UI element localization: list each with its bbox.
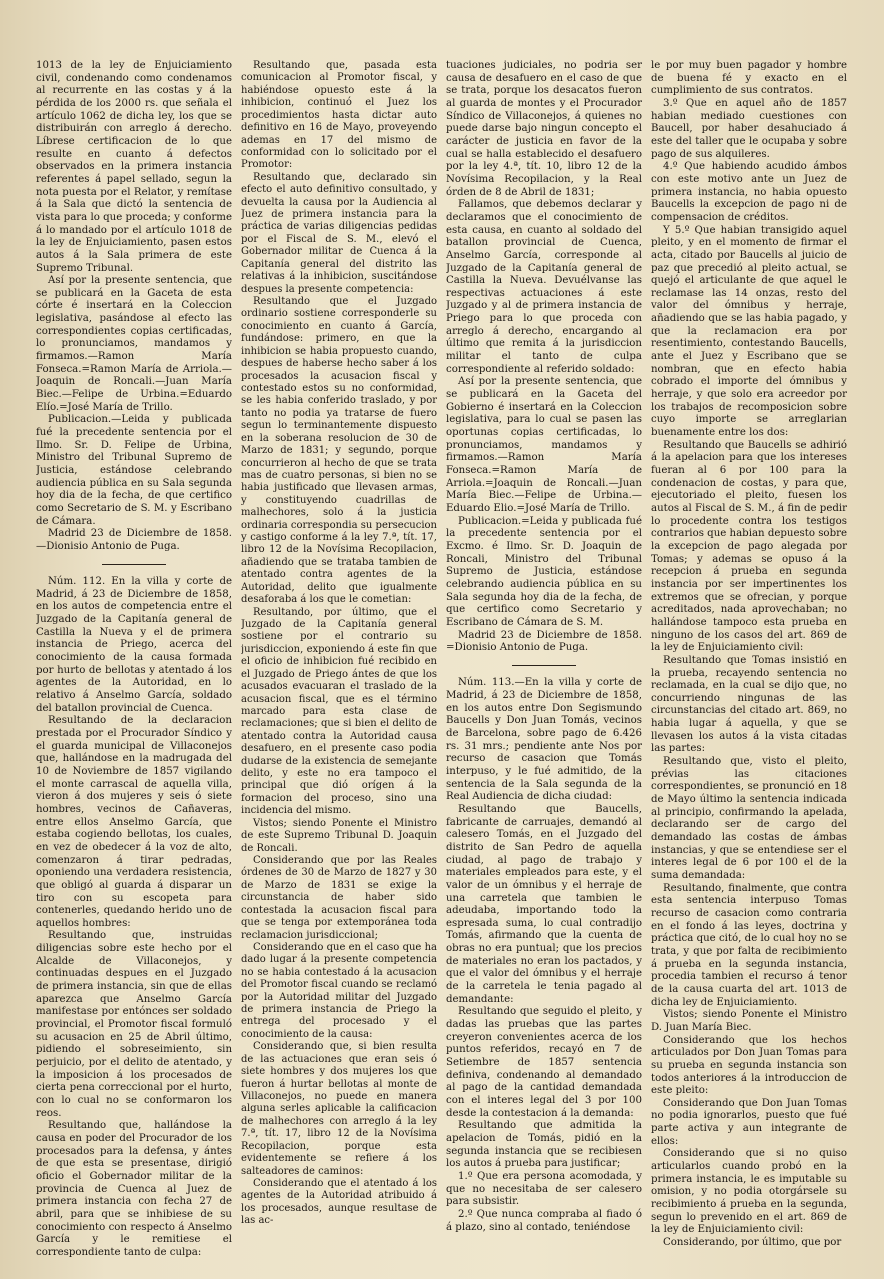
column-2 [241,60,437,1265]
paragraph: Considerando que el atentado á los agentes de la Autoridad atribuido á los procesados, aunque resultase de las ac- [241,1177,437,1227]
section-divider [512,665,576,667]
column-4 [651,60,847,1265]
paragraph: le por muy buen pagador y hombre de buena fé y exacto en el cumplimiento de sus contratos. [651,60,847,97]
paragraph: Resultando que, pasada esta comunicacion al Promotor fiscal, y habiéndose opuesto este á la inhibicion, continuó el Juez los procedimientos hasta dictar auto definitivo en 16 de Mayo, proveyendo ademas en 17 del mismo de conformidad con lo solicitado por el Promotor: [241,60,437,171]
paragraph: Considerando que Don Juan Tomas no podia ignorarlos, puesto que fué parte activa y aun integrante de ellos: [651,1097,847,1147]
paragraph: 4.º Que habiendo acudido ámbos con este motivo ante un Juez de primera instancia, no habia opuesto Baucells la excepcion de pago ni de compensacion de créditos. [651,161,847,223]
paragraph: Publicacion.—Leida y publicada fué la precedente sentencia por el Ilmo. Sr. D. Felipe de Urbina, Ministro del Tribunal Supremo de Justicia, estándose celebrando audiencia pública en su Sala segunda hoy dia de la fecha, de que certifico como Secretario de S. M. y Escribano de Cámara. [36,414,232,527]
paragraph: Resultando de la declaracion prestada por el Procurador Síndico y el guarda municipal de Villaconejos que, hallándose en la madrugada del 10 de Noviembre de 1857 vigilando el monte carrascal de aquella villa, vieron á dos mujeres y seis ó siete hombres, vecinos de Cañaveras, entre ellos Anselmo García, que estaba cogiendo bellotas, los cuales, en vez de obedecer á la voz de alto, comenzaron á tirar pedradas, oponiendo una verdadera resistencia, que obligó al guarda á disparar un tiro con su escopeta para contenerles, quedando herido uno de aquellos hombres: [36,715,232,929]
section-divider [102,564,166,566]
paragraph: Considerando que en el caso que ha dado lugar á la presente competencia no se habia contestado á la acusacion del Promotor fiscal cuando se reclamó por la Autoridad militar del Juzgado de primera instancia de Priego la entrega del procesado y el conocimiento de la causa: [241,941,437,1040]
paragraph: Resultando que admitida la apelacion de Tomás, pidió en la segunda instancia que se recibiesen los autos á prueba para justificar; [446,1120,642,1170]
paragraph: Publicacion.=Leida y publicada fué la precedente sentencia por el Excmo. é Ilmo. Sr. D. Joaquin de Roncali, Ministro del Tribunal Supremo de Justicia, estándose celebrando audiencia pública en su Sala segunda hoy dia de la fecha, de que certifico como Secretario y Escribano de Cámara de S. M. [446,515,642,628]
paragraph: 1.º Que era persona acomodada, y que no necesitaba de ser calesero para subsistir. [446,1170,642,1208]
paragraph: Vistos; siendo Ponente el Ministro D. Juan María Biec. [651,1009,847,1033]
paragraph: Núm. 112. En la villa y corte de Madrid, á 23 de Diciembre de 1858, en los autos de competencia entre el Juzgado de la Capitanía general de Castilla la Nueva y el de primera instancia de Priego, acerca del conocimiento de la causa formada por hurto de bellotas y atentado á los agentes de la Autoridad, en lo relativo á Anselmo García, soldado del batallon provincial de Cuenca. [36,576,232,714]
paragraph: Madrid 23 de Diciembre de 1858. —Dionisio Antonio de Puga. [36,528,232,552]
paragraph: Y 5.º Que habian transigido aquel pleito, y en el momento de firmar el acta, citado por Baucells al juicio de paz que precedió al pleito actual, se quejó el articulante de que aquel le reclamase las 14 onzas, resto del valor del ómnibus y herraje, añadiendo que se las habia pagado, y que la reclamacion era por resentimiento, contestando Baucells, ante el Juez y Escribano que se nombran, que en efecto habia cobrado el importe del ómnibus y herraje, y que solo era acreedor por los trabajos de recomposicion sobre cuyo importe se arreglarian buenamente entre los dos: [651,224,847,439]
paragraph: Resultando que Baucells, fabricante de carruajes, demandó al calesero Tomás, en el Juzgado del distrito de San Pedro de aquella ciudad, al pago de trabajo y materiales empleados para este, y el valor de un ómnibus y el herraje de una carretela que tambien le adeudaba, importando todo la espresada suma, lo cual contradijo Tomás, afirmando que la cuenta de obras no era puntual; que los precios de materiales no eran los pactados, y que el valor del ómnibus y el herraje de la carretela le tenia pagado al demandante: [446,803,642,1005]
paragraph: Considerando que los hechos articulados por Don Juan Tomas para su prueba en segunda instancia son todos anteriores á la introduccion de este pleito: [651,1034,847,1097]
paragraph: Considerando que si no quiso articularlos cuando probó en la primera instancia, le es imputable su omision, y no podia otorgársele su recibimiento á prueba en la segunda, segun lo prevenido en el art. 869 de la ley de Enjuiciamiento civil: [651,1148,847,1236]
paragraph: Así por la presente sentencia, que se publicará en la Gaceta del Gobierno é insertará en la Coleccion legislativa, para lo cual se pasen las oportunas copias certificadas, lo pronunciamos, mandamos y firmamos.—Ramon María Fonseca.=Ramon María de Arriola.=Joaquin de Roncali.—Juan María Biec.—Felipe de Urbina.—Eduardo Elio.=José María de Trillo. [446,376,642,514]
paragraph: Resultando que, declarado sin efecto el auto definitivo consultado, y devuelta la causa por la Audiencia al Juez de primera instancia para la práctica de varias diligencias pedidas por el Fiscal de S. M., elevó el Gobernador militar de Cuenca á la Capitanía general del distrito las relativas á la inhibicion, suscitándose despues la presente competencia: [241,171,437,295]
paragraph: Núm. 113.—En la villa y corte de Madrid, á 23 de Diciembre de 1858, en los autos entre Don Segismundo Baucells y Don Juan Tomás, vecinos de Barcelona, sobre pago de 6.426 rs. 31 mrs.; pendiente ante Nos por recurso de casacion que Tomás interpuso, y le fué admitido, de la sentencia de la Sala segunda de la Real Audiencia de dicha ciudad: [446,677,642,803]
paragraph: Resultando que el Juzgado ordinario sostiene corresponderle su conocimiento en cuanto á García, fundándose: primero, en que la inhibicion se habia propuesto cuando, despues de haberse hecho saber á los procesados la acusacion fiscal y contestado estos su no conformidad, se les habia conferido traslado, y por tanto no podia ya tratarse de fuero segun lo terminantemente dispuesto en la soberana resolucion de 30 de Marzo de 1831; y segundo, porque concurrieron al hecho de que se trata mas de cuatro personas, si bien no se habia justificado que llevasen armas, y constituyendo cuadrillas de malhechores, solo á la justicia ordinaria correspondia su persecucion y castigo conforme á la ley 7.ª, tít. 17, libro 12 de la Novísima Recopilacion, añadiendo que se trataba tambien de atentado contra agentes de la Autoridad, delito que igualmente desaforaba á los que le cometian: [241,296,437,606]
paragraph: Resultando que, visto el pleito, prévias las citaciones correspondientes, se pronunció en 18 de Mayo último la sentencia indicada al principio, confirmando la apelada, declarando ser de cargo del demandado las costas de ámbas instancias, y que se entendiese ser el interes legal de 6 por 100 el de la suma demandada: [651,756,847,881]
text-columns [36,60,874,1265]
paragraph: 3.º Que en aquel año de 1857 habian mediado cuestiones con Baucell, por haber desahuciado á este del taller que le ocupaba y sobre pago de sus alquileres. [651,97,847,160]
paragraph: Resultando que Tomas insistió en la prueba, recayendo sentencia no reclamada, en la cual se dijo que, no concurriendo ningunas de las circunstancias del citado art. 869, no habia lugar á aquella, y que se llevasen los autos á la vista citadas las partes: [651,654,847,755]
paragraph: Considerando, por último, que por [663,1237,842,1249]
paragraph: 1013 de la ley de Enjuiciamiento civil, condenando como condenamos al recurrente en las costas y á la pérdida de los 2000 rs. que señala el artículo 1062 de dicha ley, los que se distribuirán con arreglo á derecho. Líbrese certificacion de lo que resulte en cuanto á defectos observados en la primera instancia referentes á papel sellado, segun la nota puesta por el Relator, y remítase á la Sala que dictó la sentencia de vista para lo que proceda; y conforme á lo mandado por el artículo 1018 de la ley de Enjuiciamiento, pasen estos autos á la Sala primera de este Supremo Tribunal. [36,60,232,274]
column-3 [446,60,642,1265]
paragraph: Resultando que, hallándose la causa en poder del Procurador de los procesados para la defensa, y ántes de que esta se presentase, dirigió oficio el Gobernador militar de la provincia de Cuenca al Juez de primera instancia con fecha 27 de abril, para que se inhibiese de su conocimiento con respecto á Anselmo García y le remitiese el correspondiente tanto de culpa: [36,1120,232,1258]
paragraph: Resultando, finalmente, que contra esta sentencia interpuso Tomas recurso de casacion como contraria en el fondo á las leyes, doctrina y práctica que citó, de lo cual hoy no se trata, y que por falta de recibimiento á prueba en la segunda instancia, procedia tambien el recurso á tenor de la causa cuarta del art. 1013 de dicha ley de Enjuiciamiento. [651,882,847,1008]
paragraph: Madrid 23 de Diciembre de 1858. =Dionisio Antonio de Puga. [446,629,642,654]
paragraph: Considerando que, si bien resulta de las actuaciones que eran seis ó siete hombres y dos mujeres los que fueron á hurtar bellotas al monte de Villaconejos, no puede en manera alguna serles aplicable la calificacion de malhechores con arreglo á la ley 7.ª, tít. 17, libro 12 de la Novísima Recopilacion, porque esta evidentemente se refiere á los salteadores de caminos: [241,1041,437,1177]
paragraph: Así por la presente sentencia, que se publicará en la Gaceta de esta córte é insertará en la Coleccion legislativa, pasándose al efecto las correspondientes copias certificadas, lo pronunciamos, mandamos y firmamos.—Ramon María Fonseca.=Ramon María de Arriola.—Joaquin de Roncali.—Juan María Biec.—Felipe de Urbina.=Eduardo Elío.=José María de Trillo. [36,275,232,413]
paragraph: Resultando que Baucells se adhirió á la apelacion para que los intereses fueran al 6 por 100 para la condenacion de costas, y para que, ejecutoriado el pleito, fuesen los autos al Fiscal de S. M., á fin de pedir lo procedente contra los testigos contrarios que habian depuesto sobre la excepcion de pago alegada por Tomas; y ademas se opuso á la recepcion á prueba en segunda instancia por ser impertinentes los extremos que se ofrecian, y porque acreditados, nada aprovechaban; no hallándose tampoco esta prueba en ninguno de los casos del art. 869 de la ley de Enjuiciamiento civil: [651,439,847,654]
paragraph: 2.º Que nunca compraba al fiado ó á plazo, sino al contado, teniéndose [446,1208,642,1233]
paragraph: Resultando que seguido el pleito, y dadas las pruebas que las partes creyeron convenientes acerca de los puntos referidos, recayó en 7 de Setiembre de 1857 sentencia definiva, condenando al demandado al pago de la cantidad demandada con el interes legal del 3 por 100 desde la contestacion á la demanda: [446,1006,642,1119]
paragraph: Resultando que, instruidas diligencias sobre este hecho por el Alcalde de Villaconejos, y continuadas despues en el Juzgado de primera instancia, sin que de ellas aparezca que Anselmo García manifestase por entónces ser soldado provincial, el Promotor fiscal formuló su acusacion en 25 de Abril último, pidiendo el sobreseimiento, sin perjuicio, por el delito de atentado, y la imposicion á los procesados de cierta pena correccional por el hurto, con lo cual no se conformaron los reos. [36,930,232,1119]
paragraph: Resultando, por último, que el Juzgado de la Capitanía general sostiene por el contrario su jurisdiccion, exponiendo á este fin que el oficio de inhibicion fué recibido en el Juzgado de Priego ántes de que los acusados evacuaran el traslado de la acusacion fiscal, que es el término marcado para esta clase de reclamaciones; que si bien el delito de atentado contra la Autoridad causa desafuero, en el presente caso podia dudarse de la existencia de semejante delito, y este no era tampoco el principal que dió orígen á la formacion del proceso, sino una incidencia del mismo. [241,606,437,817]
paragraph: Fallamos, que debemos declarar y declaramos que el conocimiento de esta causa, en cuanto al soldado del batallon provincial de Cuenca, Anselmo García, corresponde al Juzgado de la Capitanía general de Castilla la Nueva. Devuélvanse las respectivas actuaciones á este Juzgado y al de primera instancia de Priego para lo que proceda con arreglo á derecho, encargando al último que remita á la jurisdiccion militar el tanto de culpa correspondiente al referido soldado: [446,199,642,375]
paragraph: Considerando que por las Reales órdenes de 30 de Marzo de 1827 y 30 de Marzo de 1831 se exige la circunstancia de haber sido contestada la acusacion fiscal para que se tenga por extemporánea toda reclamacion jurisdiccional; [241,855,437,941]
column-1 [36,60,232,1265]
paragraph: tuaciones judiciales, no podria ser causa de desafuero en el caso de que se trata, porque los desacatos fueron al guarda de montes y el Procurador Síndico de Villaconejos, á quienes no puede darse bajo ningun concepto el carácter de justicia en favor de la cual se halla establecido el desafuero por la ley 4.ª, tít. 10, libro 12 de la Novísima Recopilacion, y la Real órden de 8 de Abril de 1831; [446,60,642,198]
paragraph: Vistos; siendo Ponente el Ministro de este Supremo Tribunal D. Joaquin de Roncali. [241,817,437,854]
